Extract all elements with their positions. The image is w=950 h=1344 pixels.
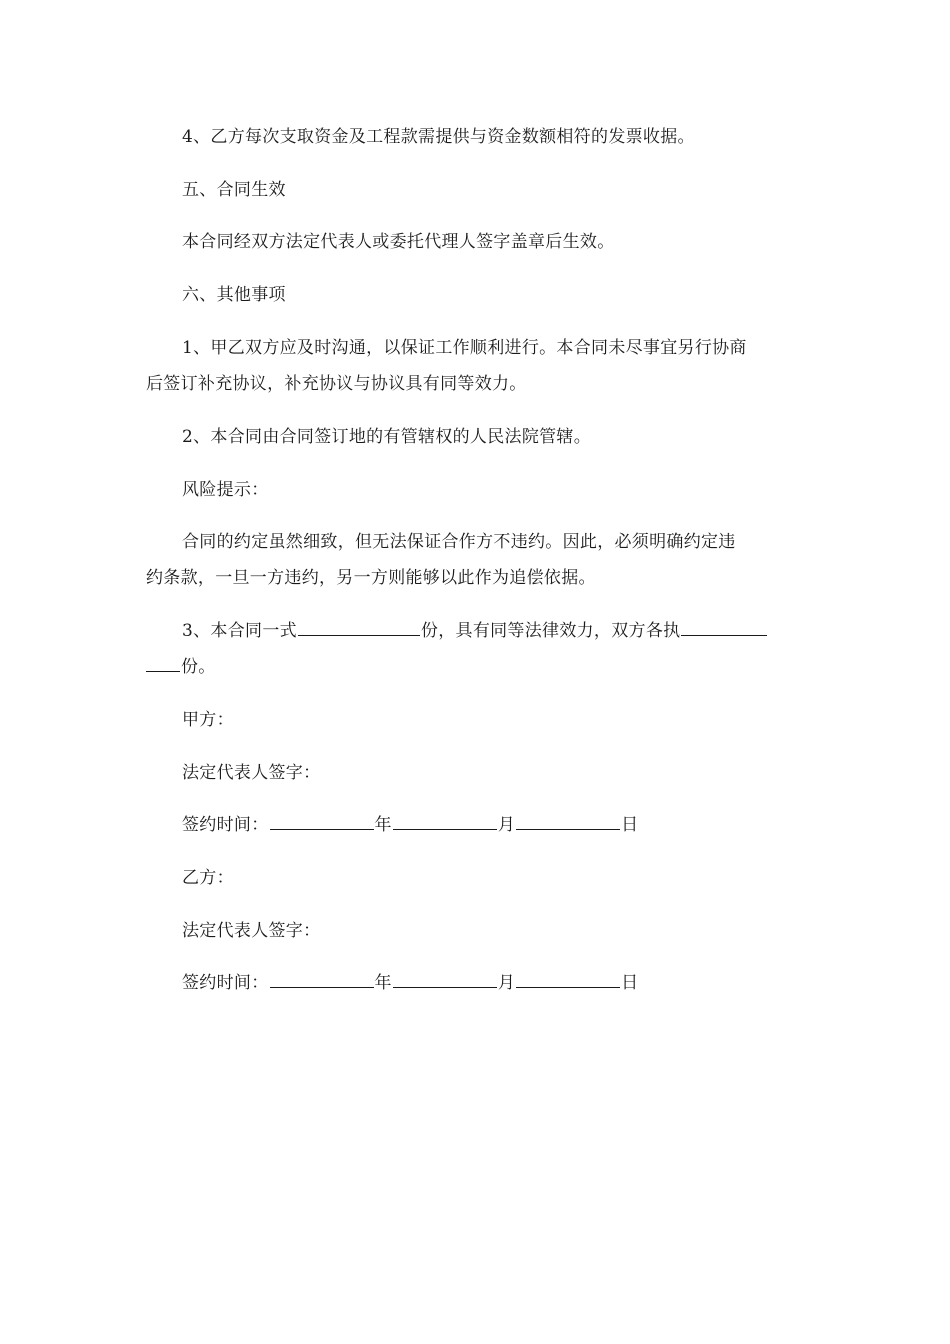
- section-heading-effect: 五、合同生效: [182, 180, 286, 200]
- clause-1-line-2: 后签订补充协议，补充协议与协议具有同等效力。: [146, 374, 527, 394]
- year-label: 年: [374, 815, 392, 835]
- date-label: 签约时间：: [182, 815, 269, 835]
- risk-label: 风险提示：: [182, 480, 269, 500]
- day-blank[interactable]: [516, 973, 620, 988]
- year-label: 年: [374, 973, 392, 993]
- copies-each-blank-1[interactable]: [681, 621, 767, 636]
- clause-2-jurisdiction: 2、本合同由合同签订地的有管辖权的人民法院管辖。: [182, 427, 592, 447]
- party-a-date-row: [182, 815, 842, 835]
- month-blank[interactable]: [393, 815, 497, 830]
- party-a-rep-signature: 法定代表人签字：: [182, 763, 321, 783]
- copies-text-a: 3、本合同一式: [182, 621, 297, 641]
- section-heading-other: 六、其他事项: [182, 285, 286, 305]
- party-b-label: 乙方：: [182, 868, 234, 888]
- copies-count-blank[interactable]: [298, 621, 420, 636]
- month-blank[interactable]: [393, 973, 497, 988]
- risk-text-line-2: 约条款，一旦一方违约，另一方则能够以此作为追偿依据。: [146, 568, 596, 588]
- clause-4-invoice: 4、乙方每次支取资金及工程款需提供与资金数额相符的发票收据。: [182, 127, 695, 147]
- year-blank[interactable]: [270, 815, 374, 830]
- party-a-label: 甲方：: [182, 710, 234, 730]
- day-label: 日: [621, 973, 639, 993]
- month-label: 月: [497, 815, 516, 835]
- year-blank[interactable]: [270, 973, 374, 988]
- copies-text-c: 份。: [181, 657, 216, 677]
- effect-text: 本合同经双方法定代表人或委托代理人签字盖章后生效。: [182, 232, 615, 252]
- party-b-rep-signature: 法定代表人签字：: [182, 921, 321, 941]
- clause-3-copies-line-2: [146, 657, 806, 677]
- clause-3-copies-line-1: [182, 621, 842, 641]
- clause-1-line-1: 1、甲乙双方应及时沟通，以保证工作顺利进行。本合同未尽事宜另行协商: [182, 338, 747, 358]
- day-label: 日: [621, 815, 639, 835]
- copies-each-blank-2[interactable]: [146, 657, 180, 672]
- month-label: 月: [497, 973, 516, 993]
- party-b-date-row: [182, 973, 842, 993]
- day-blank[interactable]: [516, 815, 620, 830]
- copies-text-b: 份，具有同等法律效力，双方各执: [420, 621, 681, 641]
- risk-text-line-1: 合同的约定虽然细致，但无法保证合作方不违约。因此，必须明确约定违: [182, 532, 736, 552]
- date-label: 签约时间：: [182, 973, 269, 993]
